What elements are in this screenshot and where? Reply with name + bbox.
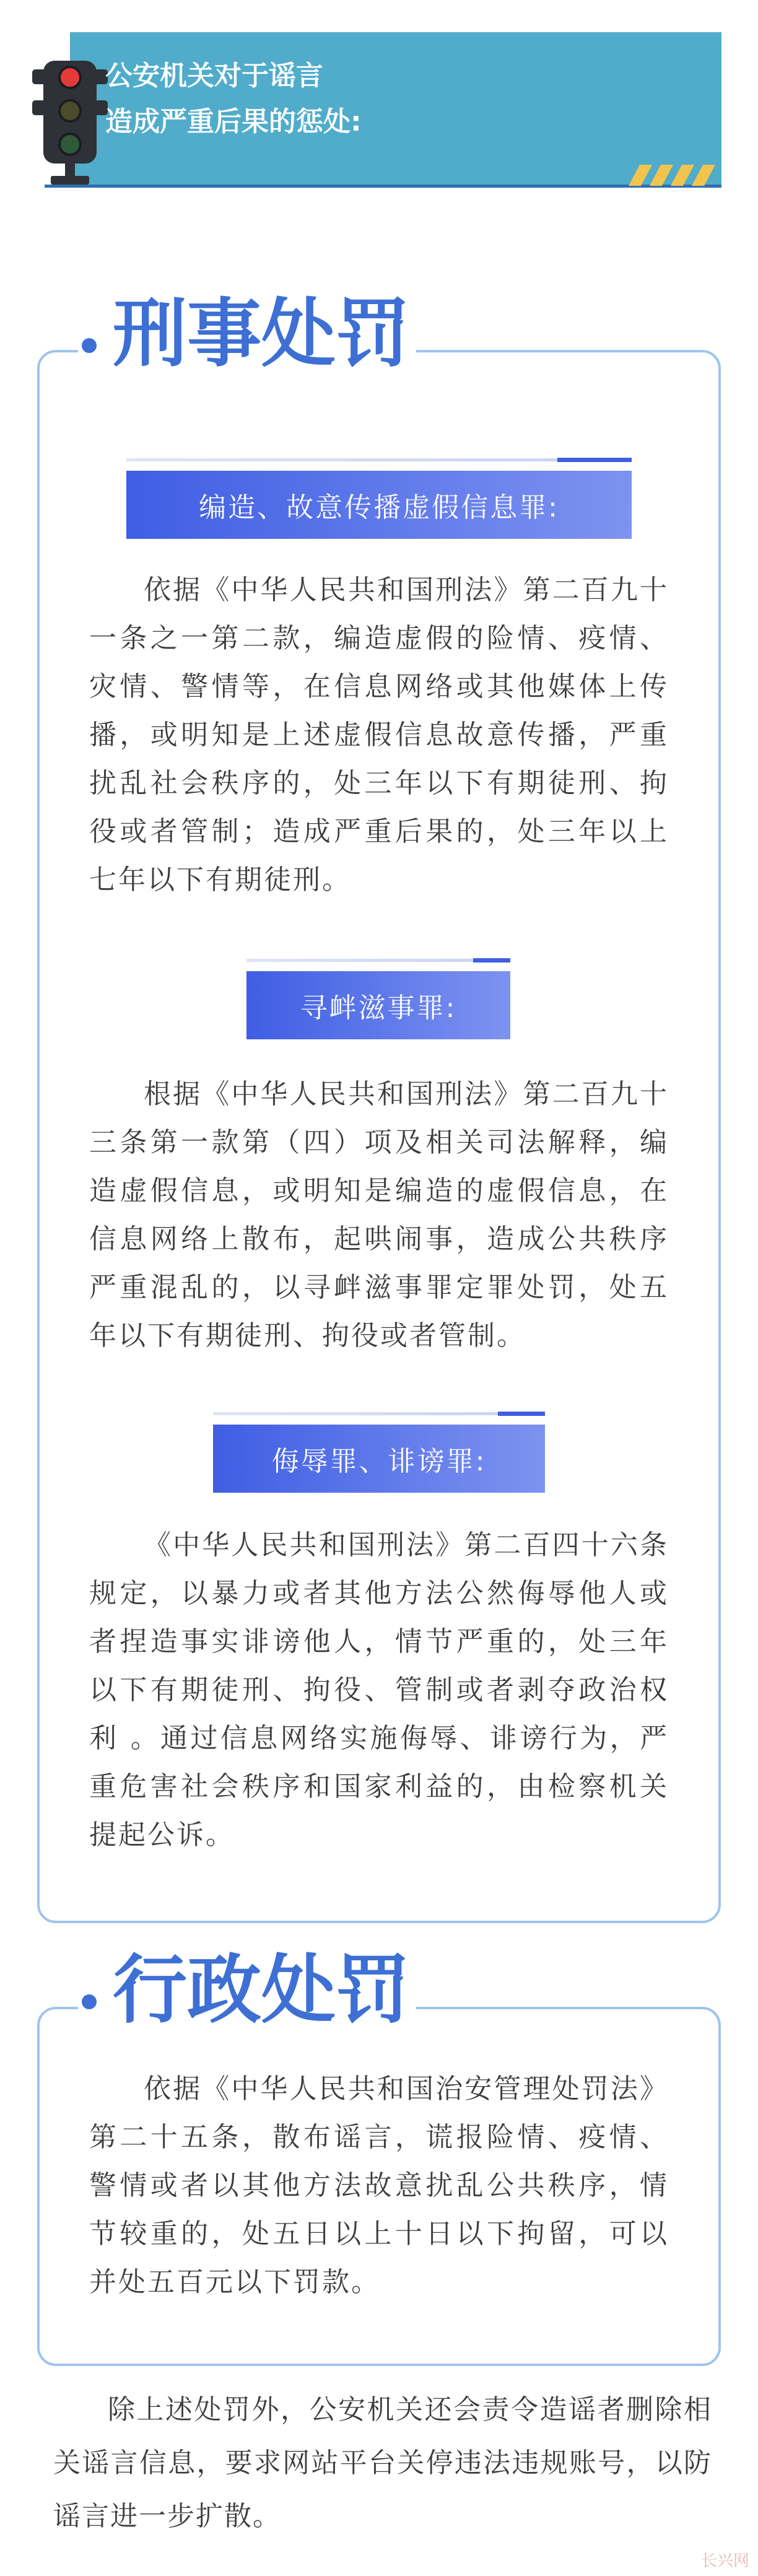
administrative-title-text: 行政处罚: [113, 1947, 410, 2033]
title-dot-icon: [82, 1994, 97, 2009]
watermark-logo: 长兴网: [700, 2552, 749, 2570]
criminal-section-title: [78, 291, 416, 378]
banner-title-line2: 造成严重后果的惩处:: [105, 106, 362, 138]
subheading-provocation-label: 寻衅滋事罪:: [300, 992, 457, 1024]
subheading-defamation-label: 侮辱罪、诽谤罪:: [271, 1446, 487, 1477]
criminal-title-text: 刑事处罚: [113, 291, 410, 377]
banner-title: [105, 53, 601, 145]
subheading-accent: [473, 958, 510, 963]
paragraph-provocation: 根据《中华人民共和国刑法》第二百九十三条第一款第（四）项及相关司法解释，编造虚假信息，或明知是编造的虚假信息，在信息网络上散布，起哄闹事，造成公共秩序严重混乱的，以寻衅滋事罪定罪处罚，处五年以下有期徒刑、拘役或者管制。: [89, 1078, 669, 1351]
yellow-lamp-icon: [58, 99, 82, 123]
paragraph-fabrication: 依据《中华人民共和国刑法》第二百九十一条之一第二款，编造虚假的险情、疫情、灾情、警情等，在信息网络或其他媒体上传播，或明知是上述虚假信息故意传播，严重扰乱社会秩序的，处三年以下有期徒刑、拘役或者管制；造成严重后果的，处三年以上七年以下有期徒刑。: [89, 574, 669, 896]
subheading-provocation: [246, 971, 510, 1039]
closing-paragraph: 除上述处罚外，公安机关还会责令造谣者删除相关谣言信息，要求网站平台关停违法违规账号，以防谣言进一步扩散。: [53, 2394, 712, 2532]
subheading-rule: [246, 959, 510, 962]
subheading-rule: [213, 1412, 545, 1415]
paragraph-defamation: 《中华人民共和国刑法》第二百四十六条规定，以暴力或者其他方法公然侮辱他人或者捏造事实诽谤他人，情节严重的，处三年以下有期徒刑、拘役、管制或者剥夺政治权利 。通过信息网络实施侮辱、诽谤行为，严重危害社会秩序和国家利益的，由检察机关提起公诉。: [89, 1529, 669, 1851]
red-lamp-icon: [58, 66, 82, 89]
paragraph-administrative: 依据《中华人民共和国治安管理处罚法》第二十五条，散布谣言，谎报险情、疫情、警情或者以其他方法故意扰乱公共秩序，情节较重的，处五日以上十日以下拘留，可以并处五百元以下罚款。: [89, 2073, 669, 2298]
banner-underline: [45, 163, 721, 188]
subheading-accent: [557, 458, 632, 462]
subheading-fabrication: [126, 471, 632, 539]
subheading-fabrication-label: 编造、故意传播虚假信息罪:: [199, 492, 559, 523]
subheading-defamation: [213, 1425, 545, 1493]
title-dot-icon: [82, 338, 97, 353]
administrative-section-title: [78, 1947, 416, 2034]
subheading-accent: [498, 1412, 545, 1416]
green-lamp-icon: [58, 133, 82, 156]
subheading-rule: [126, 458, 632, 461]
banner-stripes: [634, 165, 715, 186]
banner-title-line1: 公安机关对于谣言: [105, 60, 323, 92]
